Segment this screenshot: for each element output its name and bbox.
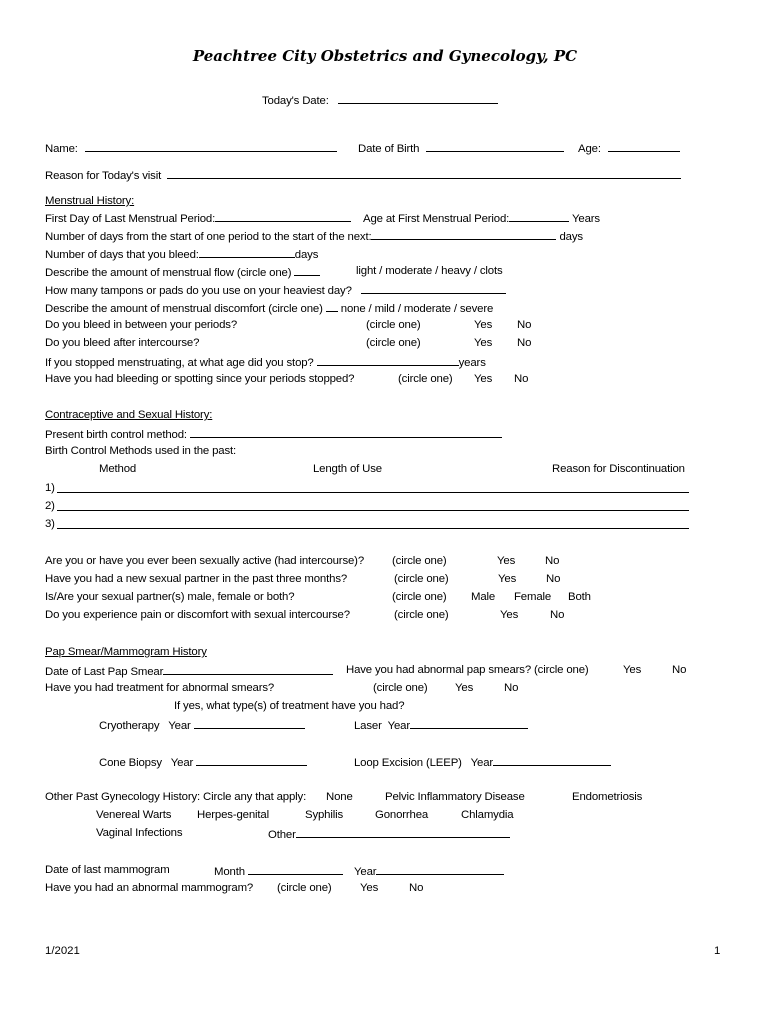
new-partner-no[interactable]: No — [546, 573, 561, 585]
treatment-no[interactable]: No — [504, 682, 519, 694]
cycle-length-field[interactable] — [371, 228, 556, 240]
present-bc-field[interactable] — [190, 426, 502, 438]
method-column-header: Method — [99, 463, 137, 475]
option-endometriosis[interactable]: Endometriosis — [572, 791, 643, 803]
option-gonorrhea[interactable]: Gonorrhea — [375, 809, 429, 821]
bleed-after-yes[interactable]: Yes — [474, 337, 493, 349]
option-venereal-warts[interactable]: Venereal Warts — [96, 809, 172, 821]
pain-label: Do you experience pain or discomfort with sexual intercourse? — [45, 609, 350, 621]
active-no[interactable]: No — [545, 555, 560, 567]
discomfort-options[interactable]: none / mild / moderate / severe — [340, 303, 494, 315]
abnormal-mammo-no[interactable]: No — [409, 882, 424, 894]
contraceptive-heading: Contraceptive and Sexual History: — [45, 409, 213, 421]
active-label: Are you or have you ever been sexually active (had intercourse)? — [45, 555, 365, 567]
reason-row: Reason for Today's visit — [45, 167, 681, 183]
bc-row-1-label: 1) — [45, 482, 55, 494]
option-none[interactable]: None — [326, 791, 353, 803]
length-column-header: Length of Use — [313, 463, 382, 475]
other-history-label: Other Past Gynecology History: Circle any that apply: — [45, 791, 307, 803]
option-chlamydia[interactable]: Chlamydia — [461, 809, 514, 821]
other-row: Other — [268, 826, 510, 842]
discomfort-row: Describe the amount of menstrual discomfort (circle one) none / mild / moderate / severe — [45, 300, 493, 316]
partner-sex-label: Is/Are your sexual partner(s) male, female or both? — [45, 591, 295, 603]
bleed-after-label: Do you bleed after intercourse? — [45, 337, 200, 349]
mammo-year-row: Year — [354, 863, 504, 879]
bleed-between-no[interactable]: No — [517, 319, 532, 331]
abnormal-pap-no[interactable]: No — [672, 664, 687, 676]
tampons-field[interactable] — [361, 282, 506, 294]
other-field[interactable] — [296, 826, 510, 838]
partner-male[interactable]: Male — [471, 591, 496, 603]
dob-field[interactable] — [426, 140, 564, 152]
bc-row-1-field[interactable] — [57, 492, 689, 493]
todays-date-label: Today's Date: — [262, 92, 498, 108]
page-number: 1 — [714, 945, 721, 957]
circle-one-label: (circle one) — [366, 319, 421, 331]
age-field[interactable] — [608, 140, 680, 152]
past-bc-label: Birth Control Methods used in the past: — [45, 445, 237, 457]
circle-one-label: (circle one) — [394, 573, 449, 585]
option-syphilis[interactable]: Syphilis — [305, 809, 344, 821]
bleed-between-label: Do you bleed in between your periods? — [45, 319, 238, 331]
cryo-row: Cryotherapy Year — [99, 717, 305, 733]
flow-options[interactable]: light / moderate / heavy / clots — [356, 265, 503, 277]
abnormal-mammo-yes[interactable]: Yes — [360, 882, 379, 894]
if-yes-label: If yes, what type(s) of treatment have you had? — [174, 700, 405, 712]
abnormal-mammo-label: Have you had an abnormal mammogram? — [45, 882, 254, 894]
present-bc-row: Present birth control method: — [45, 426, 502, 442]
flow-field[interactable] — [294, 264, 320, 276]
pain-no[interactable]: No — [550, 609, 565, 621]
todays-date-field[interactable] — [338, 92, 498, 104]
name-row: Name: — [45, 140, 337, 156]
first-day-row: First Day of Last Menstrual Period: — [45, 210, 351, 226]
bleed-days-field[interactable] — [199, 246, 295, 258]
tampons-row: How many tampons or pads do you use on your heaviest day? — [45, 282, 506, 298]
bleed-after-no[interactable]: No — [517, 337, 532, 349]
option-herpes[interactable]: Herpes-genital — [197, 809, 269, 821]
bleed-days-row: Number of days that you bleed: days — [45, 246, 318, 262]
partner-female[interactable]: Female — [514, 591, 552, 603]
cone-row: Cone Biopsy Year — [99, 754, 307, 770]
partner-both[interactable]: Both — [568, 591, 591, 603]
new-partner-label: Have you had a new sexual partner in the past three months? — [45, 573, 348, 585]
leep-year-field[interactable] — [493, 754, 611, 766]
last-pap-row: Date of Last Pap Smear — [45, 663, 333, 679]
circle-one-label: (circle one) — [394, 609, 449, 621]
last-pap-field[interactable] — [163, 663, 333, 675]
stopped-field[interactable] — [317, 354, 459, 366]
first-day-field[interactable] — [215, 210, 351, 222]
bleed-between-yes[interactable]: Yes — [474, 319, 493, 331]
pap-heading: Pap Smear/Mammogram History — [45, 646, 207, 658]
age-first-field[interactable] — [509, 210, 569, 222]
flow-row: Describe the amount of menstrual flow (circle one) — [45, 264, 320, 280]
circle-one-label: (circle one) — [398, 373, 453, 385]
spotting-no[interactable]: No — [514, 373, 529, 385]
pain-yes[interactable]: Yes — [500, 609, 519, 621]
mammo-month-field[interactable] — [248, 863, 343, 875]
dob-row: Date of Birth — [358, 140, 564, 156]
reason-field[interactable] — [167, 167, 681, 179]
menstrual-heading: Menstrual History: — [45, 195, 135, 207]
option-pid[interactable]: Pelvic Inflammatory Disease — [385, 791, 525, 803]
treatment-yes[interactable]: Yes — [455, 682, 474, 694]
form-title: Peachtree City Obstetrics and Gynecology, PC — [192, 47, 578, 65]
bc-row-3-label: 3) — [45, 518, 55, 530]
laser-year-field[interactable] — [410, 717, 528, 729]
discomfort-field[interactable] — [326, 300, 338, 312]
circle-one-label: (circle one) — [392, 591, 447, 603]
cryo-year-field[interactable] — [194, 717, 305, 729]
mammo-last-label: Date of last mammogram — [45, 864, 170, 876]
abnormal-pap-label: Have you had abnormal pap smears? (circle one) — [346, 664, 589, 676]
age-row: Age: — [578, 140, 680, 156]
bc-row-2-field[interactable] — [57, 510, 689, 511]
circle-one-label: (circle one) — [277, 882, 332, 894]
circle-one-label: (circle one) — [392, 555, 447, 567]
age-first-row: Age at First Menstrual Period: Years — [363, 210, 600, 226]
spotting-yes[interactable]: Yes — [474, 373, 493, 385]
stopped-row: If you stopped menstruating, at what age did you stop? years — [45, 354, 486, 370]
leep-row: Loop Excision (LEEP) Year — [354, 754, 611, 770]
footer-date: 1/2021 — [45, 945, 80, 957]
cycle-length-row: Number of days from the start of one period to the start of the next: days — [45, 228, 583, 244]
spotting-label: Have you had bleeding or spotting since your periods stopped? — [45, 373, 355, 385]
circle-one-label: (circle one) — [373, 682, 428, 694]
bc-row-2-label: 2) — [45, 500, 55, 512]
reason-column-header: Reason for Discontinuation — [552, 463, 685, 475]
laser-row: Laser Year — [354, 717, 528, 733]
active-yes[interactable]: Yes — [497, 555, 516, 567]
cone-year-field[interactable] — [196, 754, 307, 766]
option-vaginal-infections[interactable]: Vaginal Infections — [96, 827, 183, 839]
new-partner-yes[interactable]: Yes — [498, 573, 517, 585]
circle-one-label: (circle one) — [366, 337, 421, 349]
mammo-month-row: Month — [214, 863, 343, 879]
name-field[interactable] — [85, 140, 337, 152]
treatment-label: Have you had treatment for abnormal smears? — [45, 682, 275, 694]
bc-row-3-field[interactable] — [57, 528, 689, 529]
mammo-year-field[interactable] — [376, 863, 504, 875]
abnormal-pap-yes[interactable]: Yes — [623, 664, 642, 676]
